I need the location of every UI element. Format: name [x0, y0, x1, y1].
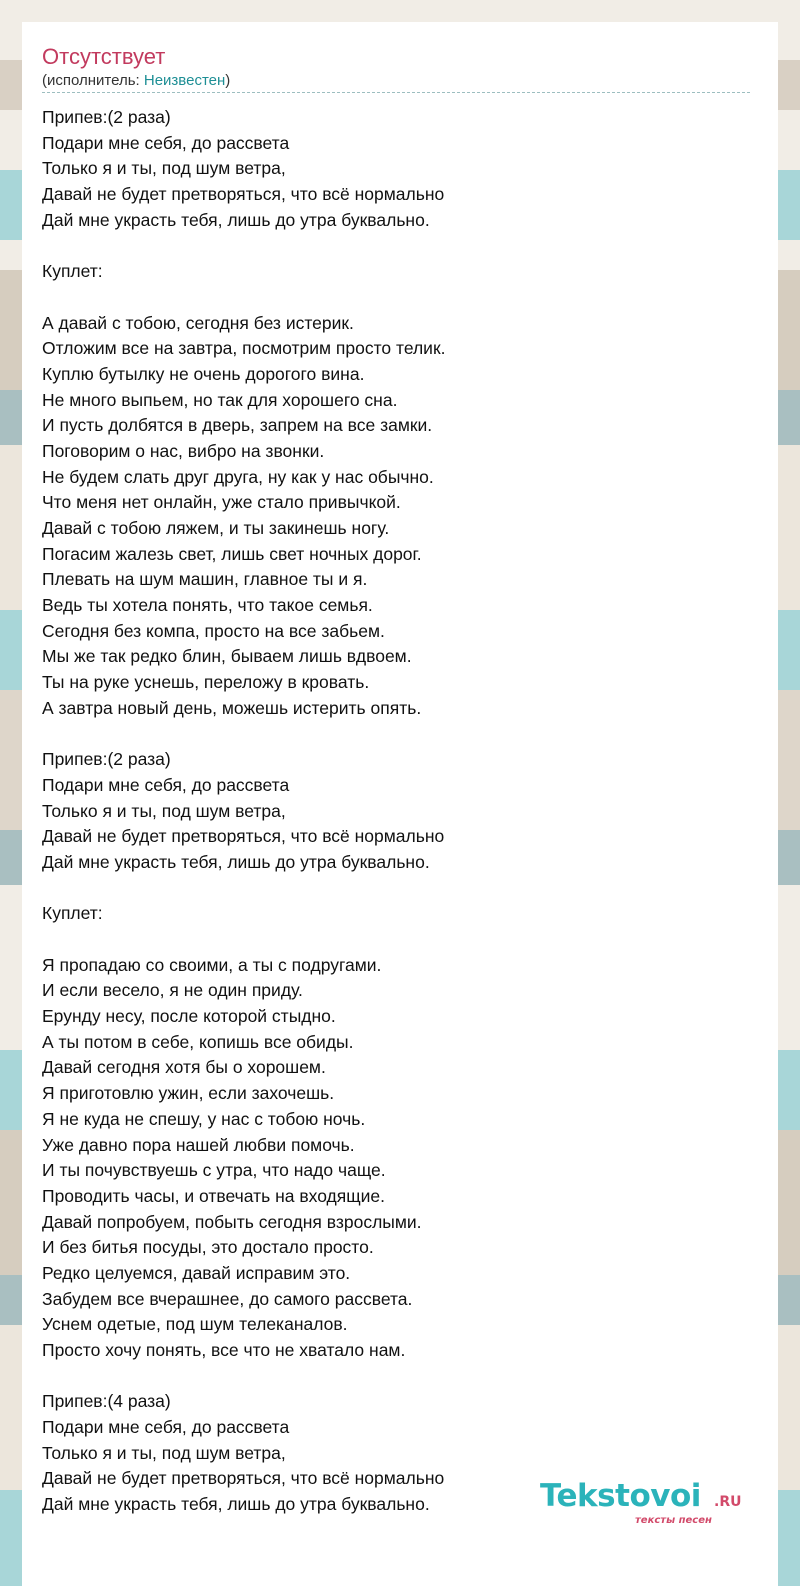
lyric-line: Сегодня без компа, просто на все забьем. [42, 620, 385, 641]
lyric-line: Просто хочу понять, все что не хватало нам. [42, 1340, 406, 1360]
lyrics-text [42, 105, 742, 1518]
lyric-line: Не много выпьем, но так для хорошего сна. [42, 389, 398, 410]
lyric-line [42, 233, 742, 259]
lyric-line: И ты почувствуешь с утра, что надо чаще. [42, 1160, 386, 1181]
lyric-line: Проводить часы, и отвечать на входящие. [42, 1185, 386, 1206]
lyric-line: Давай не будет претворяться, что всё нормально [42, 184, 445, 205]
lyric-line: Дай мне украсть тебя, лишь до утра буквально. [42, 209, 430, 230]
lyric-line: Плевать на шум машин, главное ты и я. [42, 569, 368, 590]
lyric-line: Уже давно пора нашей любви помочь. [42, 1134, 355, 1155]
lyric-line: Припев:(4 раза) [42, 1391, 171, 1412]
song-title: Отсутствует [42, 44, 166, 69]
lyric-line [42, 722, 742, 748]
lyric-line [42, 927, 742, 953]
lyrics-card [22, 22, 778, 1586]
lyric-line: Что меня нет онлайн, уже стало привычкой. [42, 492, 401, 513]
lyric-line: Я не куда не спешу, у нас с тобою ночь. [42, 1108, 366, 1129]
lyric-line: А ты потом в себе, копишь все обиды. [42, 1031, 354, 1052]
lyric-line: Отложим все на завтра, посмотрим просто телик. [42, 338, 446, 359]
lyric-line: Давай не будет претворяться, что всё нормально [42, 1468, 445, 1489]
logo-wordmark: Tekstovoi [540, 1478, 701, 1514]
lyric-line: Ты на руке уснешь, переложу в кровать. [42, 672, 370, 693]
lyric-line: Дай мне украсть тебя, лишь до утра буквально. [42, 1494, 430, 1515]
lyric-line: Подари мне себя, до рассвета [42, 774, 290, 795]
lyric-line: Давай попробуем, побыть сегодня взрослыми. [42, 1211, 422, 1232]
lyric-line: Уснем одетые, под шум телеканалов. [42, 1314, 348, 1335]
artist-line [42, 72, 230, 89]
lyric-line: Только я и ты, под шум ветра, [42, 800, 286, 821]
lyric-line: Куплю бутылку не очень дорогого вина. [42, 363, 365, 384]
artist-suffix: ) [225, 72, 231, 89]
lyric-line: Ерунду несу, после которой стыдно. [42, 1006, 336, 1027]
lyric-line: Не будем слать друг друга, ну как у нас обычно. [42, 466, 434, 487]
artist-link[interactable]: Неизвестен [143, 72, 226, 89]
lyric-line [42, 285, 742, 311]
site-logo[interactable] [540, 1478, 750, 1538]
lyric-line: Припев:(2 раза) [42, 107, 171, 127]
lyric-line: Подари мне себя, до рассвета [42, 1417, 290, 1438]
artist-prefix: (исполнитель: [42, 72, 144, 89]
lyric-line: Давай с тобою ляжем, и ты закинешь ногу. [42, 518, 390, 538]
lyric-line [42, 876, 742, 902]
lyric-line: Куплет: [42, 261, 103, 282]
lyric-line [42, 1364, 742, 1390]
lyric-line: Я пропадаю со своими, а ты с подругами. [42, 954, 382, 975]
lyric-line: Погасим жалезь свет, лишь свет ночных дорог. [42, 543, 422, 564]
lyric-line: Я приготовлю ужин, если захочешь. [42, 1083, 335, 1104]
lyric-line: Поговорим о нас, вибро на звонки. [42, 440, 325, 461]
lyric-line: Давай сегодня хотя бы о хорошем. [42, 1057, 326, 1078]
lyric-line: А завтра новый день, можешь истерить опять. [42, 697, 422, 718]
lyric-line: Давай не будет претворяться, что всё нормально [42, 826, 445, 847]
lyric-line: И без битья посуды, это достало просто. [42, 1237, 374, 1258]
logo-tld: .RU [714, 1494, 742, 1510]
lyric-line: Мы же так редко блин, бываем лишь вдвоем. [42, 646, 412, 667]
lyric-line: И пусть долбятся в дверь, запрем на все замки. [42, 415, 433, 436]
lyric-line: Подари мне себя, до рассвета [42, 132, 290, 153]
lyric-line: Только я и ты, под шум ветра, [42, 1442, 286, 1463]
lyric-line: А давай с тобою, сегодня без истерик. [42, 312, 354, 333]
title-divider [42, 92, 750, 93]
lyric-line: Забудем все вчерашнее, до самого рассвета. [42, 1288, 413, 1309]
lyric-line: Дай мне украсть тебя, лишь до утра буквально. [42, 851, 430, 872]
lyric-line: И если весело, я не один приду. [42, 980, 303, 1001]
lyric-line: Редко целуемся, давай исправим это. [42, 1262, 351, 1283]
lyric-line: Припев:(2 раза) [42, 749, 171, 770]
lyric-line: Только я и ты, под шум ветра, [42, 158, 286, 179]
logo-tagline: тексты песен [635, 1515, 712, 1526]
lyric-line: Куплет: [42, 903, 103, 924]
lyric-line: Ведь ты хотела понять, что такое семья. [42, 595, 373, 616]
